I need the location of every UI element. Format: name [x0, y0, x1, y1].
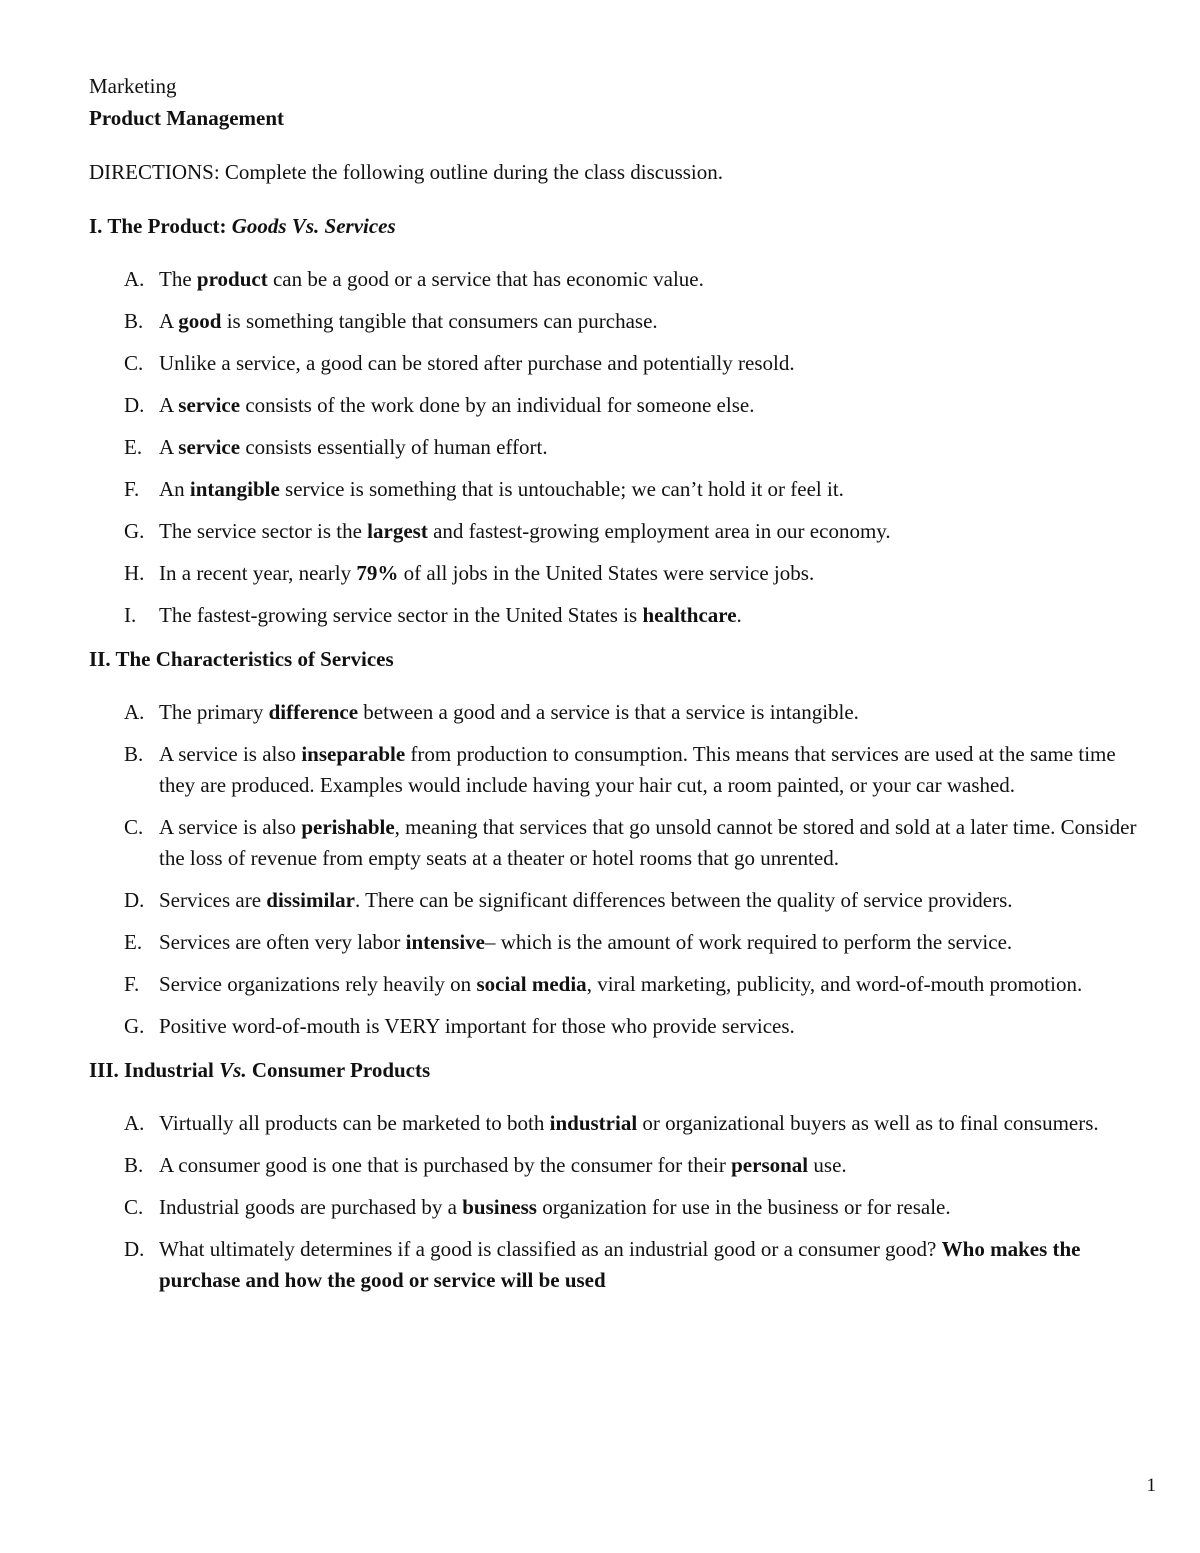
outline-item-marker: G. — [124, 519, 145, 543]
outline-item-marker: D. — [124, 393, 145, 417]
outline-list — [89, 1108, 1149, 1296]
outline-item-marker: E. — [124, 930, 143, 954]
outline-item — [89, 697, 1149, 728]
outline-item — [89, 348, 1149, 379]
outline-item-marker: G. — [124, 1014, 145, 1038]
outline-item-text-end: . — [736, 603, 742, 627]
outline-item-marker: B. — [124, 742, 144, 766]
section-numeral: I. — [89, 214, 103, 238]
outline-item-key-term: healthcare — [642, 603, 737, 627]
section-heading-text: Industrial — [124, 1058, 220, 1082]
outline-item-key-term: largest — [367, 519, 428, 543]
outline-item-text-end: between a good and a service is that a service is intangible. — [358, 700, 859, 724]
outline-item-text-end: use. — [808, 1153, 847, 1177]
outline-item-key-term: perishable — [301, 815, 395, 839]
outline-item-text: A service is also — [159, 742, 302, 766]
outline-item — [89, 1150, 1149, 1181]
outline-item-marker: B. — [124, 1153, 144, 1177]
section-numeral: II. — [89, 647, 111, 671]
outline-item — [89, 306, 1149, 337]
outline-item-key-term: product — [196, 267, 268, 291]
outline-item — [89, 600, 1149, 631]
outline-item-text: Services are — [159, 888, 267, 912]
outline-item-marker: C. — [124, 815, 144, 839]
outline-item-text: The — [159, 267, 197, 291]
outline-item-text: Industrial goods are purchased by a — [159, 1195, 463, 1219]
outline-item-marker: A. — [124, 700, 145, 724]
outline-item — [89, 1011, 1149, 1042]
outline-item — [89, 1108, 1149, 1139]
outline-item-marker: A. — [124, 1111, 145, 1135]
outline-item-text-end: can be a good or a service that has economic value. — [267, 267, 704, 291]
outline-item-marker: A. — [124, 267, 145, 291]
section-numeral: III. — [89, 1058, 119, 1082]
outline-item-key-term: business — [462, 1195, 537, 1219]
outline-item-text: A consumer good is one that is purchased by the consumer for their — [159, 1153, 732, 1177]
outline-item-key-term: intangible — [189, 477, 280, 501]
outline-item-key-term: intensive — [405, 930, 485, 954]
outline-item-marker: E. — [124, 435, 143, 459]
outline-item-marker: H. — [124, 561, 145, 585]
outline-item-text: Unlike a service, a good can be stored after purchase and potentially resold. — [159, 351, 795, 375]
outline-item-text-end: , meaning that services that go unsold cannot be stored and sold at a later time. Consider the loss of revenue from empty seats at a theater or hotel rooms that go unrented. — [159, 815, 1137, 870]
outline-item-marker: D. — [124, 888, 145, 912]
outline-item-text-end: . There can be significant differences between the quality of service providers. — [354, 888, 1013, 912]
outline-item-text: The primary — [159, 700, 269, 724]
outline-item-text: Services are often very labor — [159, 930, 406, 954]
outline-item-text: What ultimately determines if a good is classified as an industrial good or a consumer good? — [159, 1237, 942, 1261]
outline-item-marker: F. — [124, 477, 140, 501]
outline-item — [89, 474, 1149, 505]
outline-item-marker: B. — [124, 309, 144, 333]
outline-item-text: In a recent year, nearly — [159, 561, 357, 585]
outline-item-marker: I. — [124, 603, 137, 627]
outline-item-text-end: consists essentially of human effort. — [240, 435, 548, 459]
outline-item-key-term: inseparable — [301, 742, 406, 766]
outline-item-text-end: service is something that is untouchable; we can’t hold it or feel it. — [279, 477, 844, 501]
outline-item-text-end: of all jobs in the United States were service jobs. — [398, 561, 815, 585]
section-heading-italic: Vs. — [219, 1058, 247, 1082]
outline-item-key-term: social media — [476, 972, 587, 996]
outline-item-key-term: difference — [268, 700, 359, 724]
outline-item — [89, 739, 1149, 801]
outline-item-text-end: from production to consumption. This means that services are used at the same time they are produced. Examples would include having your hair cut, a room painted, or your car washed. — [159, 742, 1116, 797]
outline-item — [89, 969, 1149, 1000]
outline-item — [89, 264, 1149, 295]
section-heading-text: The Product: — [107, 214, 232, 238]
outline-item-text: A — [159, 309, 179, 333]
outline-item-text: Service organizations rely heavily on — [159, 972, 477, 996]
outline-item-marker: D. — [124, 1237, 145, 1261]
document-page — [89, 70, 1149, 1308]
outline-item-text-end: – which is the amount of work required to perform the service. — [484, 930, 1013, 954]
outline-item — [89, 885, 1149, 916]
outline-item-text-end: organization for use in the business or for resale. — [536, 1195, 951, 1219]
section-heading-text-end: Consumer Products — [246, 1058, 431, 1082]
section-heading — [89, 1054, 1149, 1086]
directions-text: DIRECTIONS: Complete the following outline during the class discussion. — [89, 160, 724, 184]
outline-item — [89, 432, 1149, 463]
section-heading-text: The Characteristics of Services — [115, 647, 394, 671]
section-heading — [89, 210, 1149, 242]
outline-item-marker: F. — [124, 972, 140, 996]
outline-item-key-term: dissimilar — [266, 888, 355, 912]
outline-item — [89, 812, 1149, 874]
outline-item-marker: C. — [124, 1195, 144, 1219]
page-number: 1 — [1146, 1475, 1156, 1496]
outline-item — [89, 1234, 1149, 1296]
outline-item-text: The service sector is the — [159, 519, 368, 543]
outline-item-key-term: personal — [731, 1153, 809, 1177]
section-heading-italic: Goods Vs. Services — [231, 214, 396, 238]
outline-item-key-term: Who makes the purchase and how the good or service will be used — [159, 1237, 1081, 1292]
outline-item — [89, 390, 1149, 421]
outline-item-marker: C. — [124, 351, 144, 375]
outline-item-text-end: consists of the work done by an individual for someone else. — [240, 393, 755, 417]
outline-item-text-end: or organizational buyers as well as to final consumers. — [637, 1111, 1099, 1135]
outline-item-key-term: 79% — [356, 561, 399, 585]
outline-item-key-term: service — [178, 393, 241, 417]
outline-item-text: Positive word-of-mouth is VERY important for those who provide services. — [159, 1014, 795, 1038]
outline-item — [89, 927, 1149, 958]
outline-item-text-end: and fastest-growing employment area in our economy. — [427, 519, 891, 543]
outline-item-text: A service is also — [159, 815, 302, 839]
outline-sections — [89, 210, 1149, 1296]
document-title: Product Management — [89, 106, 284, 130]
subject-line: Marketing — [89, 74, 177, 98]
outline-item-text: An — [159, 477, 190, 501]
outline-item-key-term: industrial — [549, 1111, 638, 1135]
outline-item-text-end: is something tangible that consumers can purchase. — [221, 309, 658, 333]
outline-item-text: Virtually all products can be marketed to both — [159, 1111, 550, 1135]
outline-item-text: The fastest-growing service sector in the United States is — [159, 603, 643, 627]
outline-item-text: A — [159, 435, 179, 459]
outline-item — [89, 1192, 1149, 1223]
outline-item — [89, 558, 1149, 589]
outline-list — [89, 264, 1149, 631]
outline-list — [89, 697, 1149, 1042]
outline-item-key-term: good — [178, 309, 222, 333]
outline-item-text-end: , viral marketing, publicity, and word-of-mouth promotion. — [586, 972, 1083, 996]
outline-item — [89, 516, 1149, 547]
section-heading — [89, 643, 1149, 675]
outline-item-key-term: service — [178, 435, 241, 459]
outline-item-text: A — [159, 393, 179, 417]
